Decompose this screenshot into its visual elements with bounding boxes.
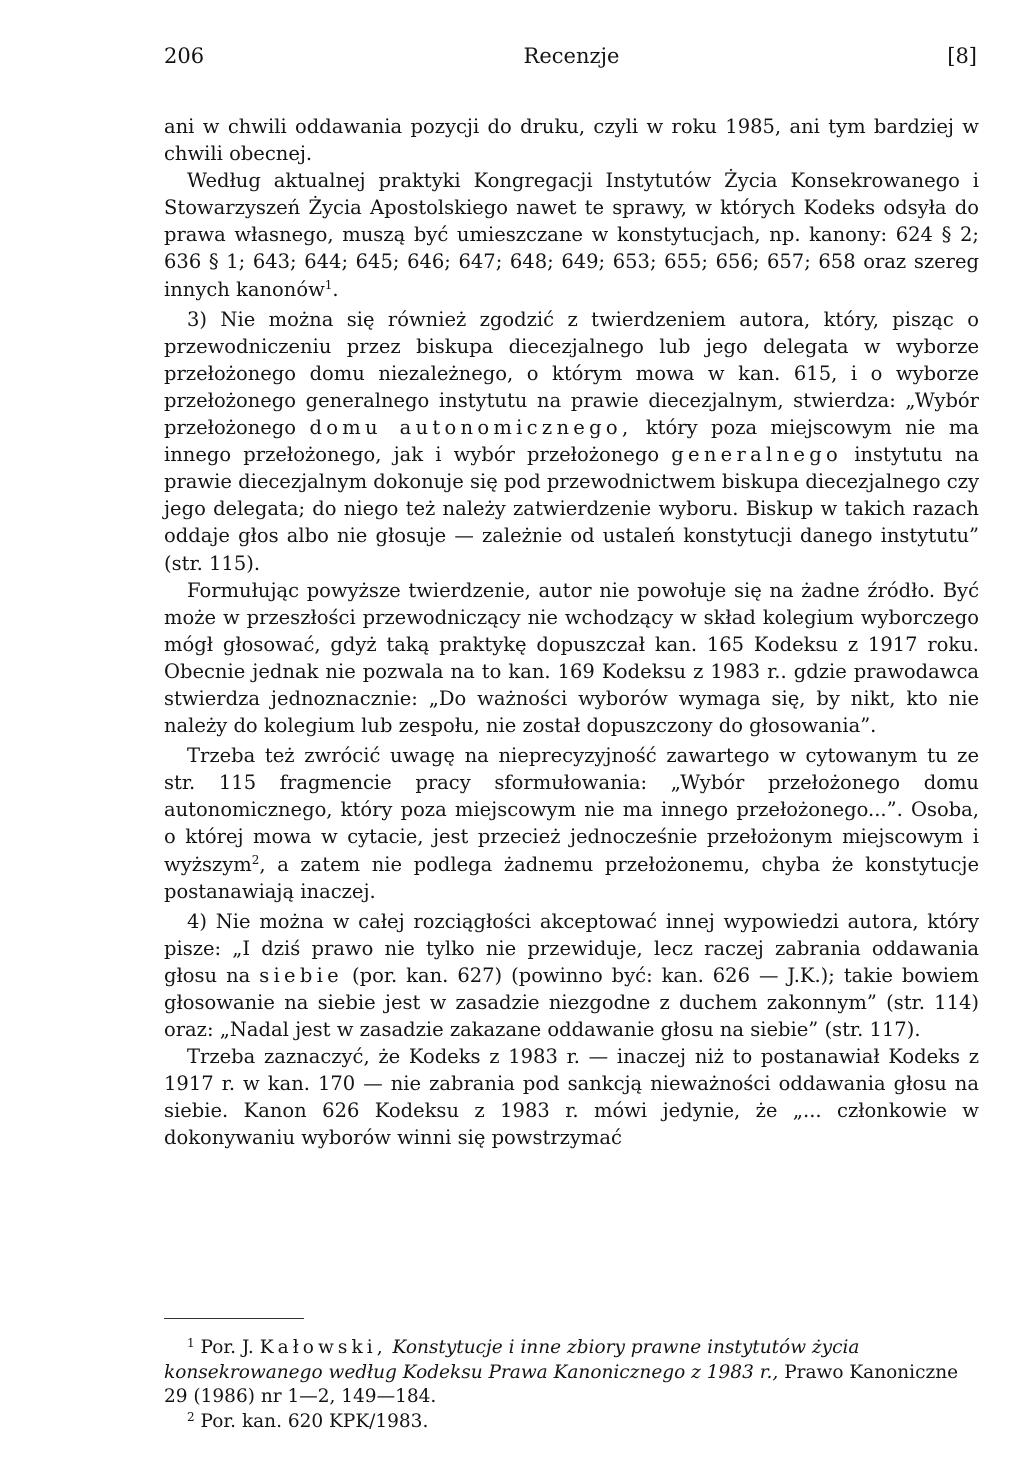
paragraph-4: Formułując powyższe twierdzenie, autor nie powołuje się na żadne źródło. Być może w przeszłości przewodniczący nie wchodzący w skład kolegium wyborczego mógł głosować, gdyż taką praktykę dopuszczał kan. 165 Kodeksu z 1917 roku. Obecnie jednak nie pozwala na to kan. 169 Kodeksu z 1983 r.. gdzie prawodawca stwierdza jednoznacznie: „Do ważności wyborów wymaga się, by nikt, kto nie należy do kolegium lub zespołu, nie został dopuszczony do głosowania”. [164,578,979,738]
footnotes [164,1336,979,1434]
paragraph-2-end: . [332,277,339,301]
footnote-1 [164,1336,979,1410]
footnote-1-mark: 1 [187,1336,195,1350]
paragraph-5 [164,742,979,905]
paragraph-6-b: (por. kan. 627) (powinno być: kan. 626 — J.K.); takie bowiem głosowanie na siebie jest w zasadzie niezgodne z duchem zakonnym” (str. 114) oraz: „Nadal jest w zasadzie zakazane oddawanie głosu na siebie” (str. 117). [164,963,980,1042]
paragraph-7: Trzeba zaznaczyć, że Kodeks z 1983 r. — inaczej niż to postanawiał Kodeks z 1917 r. w kan. 170 — nie zabrania pod sankcją nieważności oddawania głosu na siebie. Kanon 626 Kodeksu z 1983 r. mówi jedynie, że „... członkowie w dokonywaniu wyborów winni się powstrzymać [164,1045,979,1150]
emphasis-siebie: siebie [259,963,344,987]
footnote-1-author: Kałowski, [259,1337,387,1358]
paragraph-3-c: instytutu na prawie diecezjalnym dokonuje się pod przewodnictwem biskupa diecezjalnego czy jego delegata; do niego też należy zatwierdzenie wyboru. Biskup w takich razach oddaje głos albo nie głosuje — zależnie od ustaleń konstytucji danego instytutu” (str. 115). [164,443,979,575]
page-header [164,44,979,74]
footnote-2 [164,1410,979,1435]
footnote-1-rest: Prawo Kanoniczne 29 (1986) nr 1—2, 149—184. [164,1361,959,1407]
footnote-1-pre: Por. J. [200,1337,254,1358]
footnote-2-text: Por. kan. 620 KPK/1983. [200,1410,429,1432]
footnote-2-mark: 2 [187,1409,195,1424]
paragraph-3-a: 3) Nie można się również zgodzić z twierdzeniem autora, który, pisząc o przewodniczeniu przez biskupa diecezjalnego lub jego delegata w wyborze przełożonego domu niezależnego, o którym mowa w kan. 615, i o wyborze przełożonego generalnego instytutu na prawie diecezjalnym, stwierdza: „Wybór przełożonego [164,307,979,440]
paragraph-5-b: , a zatem nie podlega żadnemu przełożonemu, chyba że konstytucje postanawiają inaczej. [164,852,979,903]
paragraph-5-a: Trzeba też zwrócić uwagę na nieprecyzyjność zawartego w cytowanym tu ze str. 115 fragmencie pracy sformułowania: „Wybór przełożonego domu autonomicznego, który poza miejscowym nie ma innego przełożonego...”. Osoba, o której mowa w cytacie, jest przecież jednocześnie przełożonym miejscowym i wyższym [164,744,979,876]
paragraph-3-b: który poza miejscowym nie ma innego przełożonego, jak i wybór przełożonego [164,416,980,467]
paragraph-6-a: 4) Nie można w całej rozciągłości akceptować innej wypowiedzi autora, który pisze: „I dziś prawo nie tylko nie przewiduje, lecz raczej zabrania oddawania głosu na [164,909,979,987]
footnote-divider [164,1318,304,1319]
emphasis-generalnego: generalnego [671,443,843,467]
footnote-ref-1[interactable]: 1 [324,277,333,292]
section-mark: [8] [947,44,977,68]
footnote-ref-2[interactable]: 2 [251,852,260,867]
paragraph-6 [164,908,979,1043]
footnote-1-title: Konstytucje i inne zbiory prawne instytutów życia konsekrowanego według Kodeksu Prawa Kanonicznego z 1983 r., [164,1337,860,1383]
paragraph-3 [164,306,979,577]
running-head: Recenzje [523,44,620,68]
emphasis-domu-autonomicznego: domu autonomicznego, [309,416,633,440]
page-number: 206 [164,44,205,68]
paragraph-2-text: Według aktualnej praktyki Kongregacji Instytutów Życia Konsekrowanego i Stowarzyszeń Życia Apostolskiego nawet te sprawy, w których Kodeks odsyła do prawa własnego, muszą być umieszczane w konstytucjach, np. kanony: 624 § 2; 636 § 1; 643; 644; 645; 646; 647; 648; 649; 653; 655; 656; 657; 658 oraz szereg innych kanonów [164,169,979,301]
paragraph-2 [164,167,979,302]
paragraph-1: ani w chwili oddawania pozycji do druku, czyli w roku 1985, ani tym bardziej w chwili obecnej. [164,115,979,166]
body-text [164,113,979,1152]
